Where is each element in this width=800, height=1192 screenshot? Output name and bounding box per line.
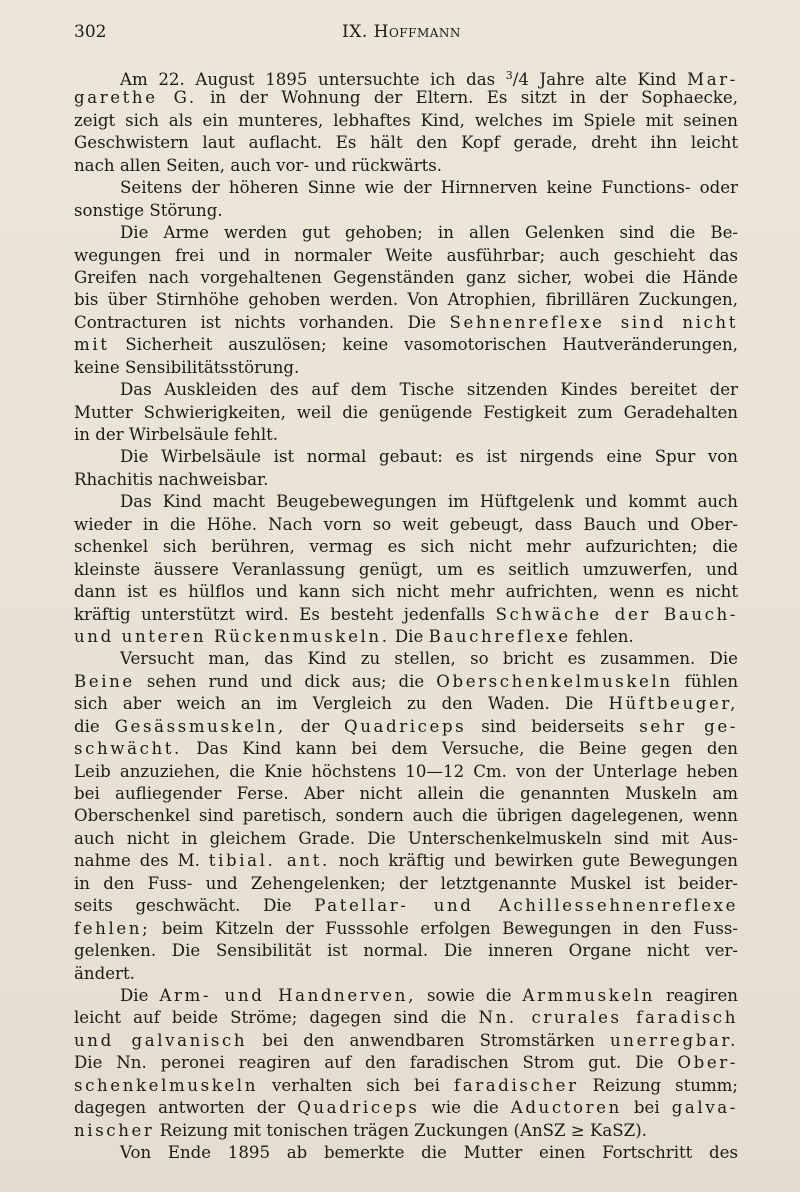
text-run: verhalten sich bei bbox=[258, 1075, 454, 1095]
spaced-emphasis: Patellar- und Achillessehnenreflexe bbox=[314, 896, 739, 916]
text-run: Sicherheit auszulösen; keine vasomotorischen Hautveränderungen, bbox=[109, 335, 738, 355]
running-head bbox=[342, 22, 461, 42]
spaced-emphasis: fehlen; bbox=[74, 918, 151, 938]
text-run: kräftig unterstützt wird. Es besteht jedenfalls bbox=[74, 604, 496, 624]
text-run: gelenken. Die Sensibilität ist normal. Die inneren Organe nicht ver- bbox=[74, 941, 738, 961]
text-line bbox=[74, 716, 738, 738]
text-line bbox=[74, 1030, 738, 1052]
text-line bbox=[74, 446, 738, 468]
text-line bbox=[74, 312, 738, 334]
text-line bbox=[74, 267, 738, 289]
text-line bbox=[74, 491, 738, 513]
page-number: 302 bbox=[74, 22, 107, 42]
text-line bbox=[74, 850, 738, 872]
text-run: wieder in die Höhe. Nach vorn so weit gebeugt, dass Bauch und Ober- bbox=[74, 514, 738, 534]
paragraph bbox=[74, 648, 738, 985]
spaced-emphasis: mit bbox=[74, 335, 110, 355]
text-run: Geschwistern laut auflacht. Es hält den Kopf gerade, dreht ihn leicht bbox=[74, 133, 738, 153]
text-run: Die Arme werden gut gehoben; in allen Gelenken sind die Be- bbox=[120, 223, 738, 243]
text-line bbox=[74, 963, 738, 985]
text-line bbox=[74, 1007, 738, 1029]
text-run: bei bbox=[621, 1098, 672, 1118]
text-line bbox=[74, 65, 738, 87]
text-line bbox=[74, 604, 738, 626]
text-line bbox=[74, 581, 738, 603]
spaced-emphasis: galva- bbox=[671, 1098, 738, 1118]
text-run: beim Kitzeln der Fusssohle erfolgen Bewegungen in den Fuss- bbox=[150, 918, 738, 938]
spaced-emphasis: Armmuskeln bbox=[522, 985, 655, 1005]
text-line bbox=[74, 87, 738, 109]
text-run: in der Wohnung der Eltern. Es sitzt in der Sophaecke, bbox=[196, 88, 738, 108]
spaced-emphasis: garethe G. bbox=[74, 88, 197, 108]
text-line bbox=[74, 671, 738, 693]
spaced-emphasis: Aductoren bbox=[510, 1098, 622, 1118]
spaced-emphasis: Ober- bbox=[677, 1053, 738, 1073]
spaced-emphasis: Sehnenreflexe sind nicht bbox=[449, 312, 738, 332]
text-line bbox=[74, 334, 738, 356]
text-line bbox=[74, 379, 738, 401]
text-run: seits geschwächt. Die bbox=[74, 896, 315, 916]
text-run: ändert. bbox=[74, 963, 135, 983]
spaced-emphasis: und galvanisch bbox=[74, 1030, 248, 1050]
text-line bbox=[74, 1075, 738, 1097]
text-run: auch nicht in gleichem Grade. Die Unterschenkelmuskeln sind mit Aus- bbox=[74, 828, 738, 848]
text-run: Die Nn. peronei reagiren auf den faradischen Strom gut. Die bbox=[74, 1053, 678, 1073]
text-line bbox=[74, 1142, 738, 1164]
text-line bbox=[74, 424, 738, 446]
text-line bbox=[74, 648, 738, 670]
text-line bbox=[74, 536, 738, 558]
spaced-emphasis: Nn. crurales faradisch bbox=[478, 1008, 738, 1028]
text-run: fehlen. bbox=[570, 626, 634, 646]
text-run: dann ist es hülflos und kann sich nicht mehr aufrichten, wenn es nicht bbox=[74, 582, 738, 602]
text-run: kleinste äussere Veranlassung genügt, um es seitlich umzuwerfen, und bbox=[74, 559, 738, 579]
text-line bbox=[74, 1120, 738, 1142]
fraction-numerator: 3 bbox=[505, 69, 513, 82]
text-line bbox=[74, 155, 738, 177]
text-run: Contracturen ist nichts vorhanden. Die bbox=[74, 312, 450, 332]
text-line bbox=[74, 805, 738, 827]
text-run: fühlen bbox=[672, 671, 739, 691]
text-run: Das Kind macht Beugebewegungen im Hüftgelenk und kommt auch bbox=[120, 492, 738, 512]
text-run: bei aufliegender Ferse. Aber nicht allein die genannten Muskeln am bbox=[74, 784, 738, 803]
text-line bbox=[74, 693, 738, 715]
text-run: sind beiderseits bbox=[466, 716, 640, 736]
spaced-emphasis: schwächt. bbox=[74, 739, 182, 759]
text-line bbox=[74, 402, 738, 424]
paragraph bbox=[74, 491, 738, 648]
paragraph bbox=[74, 985, 738, 1142]
text-line bbox=[74, 985, 738, 1007]
body-text bbox=[74, 65, 738, 1164]
text-run: Reizung stumm; bbox=[578, 1075, 739, 1095]
spaced-emphasis: Oberschenkelmuskeln bbox=[436, 671, 673, 691]
text-run: /4 Jahre alte Kind bbox=[512, 70, 688, 89]
text-run: reagiren bbox=[654, 985, 738, 1005]
spaced-emphasis: tibial. ant. bbox=[208, 851, 330, 871]
text-line bbox=[74, 222, 738, 244]
text-line bbox=[74, 738, 738, 760]
text-run: Reizung mit tonischen trägen Zuckungen (AnSZ ≥ KaSZ). bbox=[154, 1120, 647, 1140]
text-run: dagegen antworten der bbox=[74, 1098, 298, 1118]
spaced-emphasis: Gesässmuskeln, bbox=[114, 716, 286, 736]
text-line bbox=[74, 132, 738, 154]
spaced-emphasis: Arm- und Handnerven, bbox=[159, 985, 416, 1005]
text-line bbox=[74, 357, 738, 379]
running-head-author: Hoffmann bbox=[373, 22, 461, 42]
spaced-emphasis: unerregbar. bbox=[610, 1030, 738, 1050]
text-line bbox=[74, 245, 738, 267]
text-line bbox=[74, 200, 738, 222]
paragraph bbox=[74, 446, 738, 491]
spaced-emphasis: Quadriceps bbox=[343, 716, 467, 736]
text-line bbox=[74, 469, 738, 491]
text-run: sonstige Störung. bbox=[74, 200, 223, 220]
text-run: Leib anzuziehen, die Knie höchstens 10—12 Cm. von der Unterlage heben bbox=[74, 761, 738, 781]
text-line bbox=[74, 110, 738, 132]
text-run: schenkel sich berühren, vermag es sich nicht mehr aufzurichten; die bbox=[74, 537, 738, 557]
spaced-emphasis: Quadriceps bbox=[297, 1098, 420, 1118]
text-run: wie die bbox=[419, 1098, 511, 1118]
text-run: Das Auskleiden des auf dem Tische sitzenden Kindes bereitet der bbox=[120, 380, 738, 400]
text-run: der bbox=[285, 716, 344, 736]
text-run: sowie die bbox=[415, 985, 523, 1005]
running-head-roman: IX. bbox=[342, 22, 368, 42]
text-run: Seitens der höheren Sinne wie der Hirnnerven keine Functions- oder bbox=[120, 178, 738, 198]
text-run: keine Sensibilitätsstörung. bbox=[74, 357, 300, 377]
text-run: leicht auf beide Ströme; dagegen sind die bbox=[74, 1008, 479, 1028]
page-header bbox=[74, 22, 734, 48]
text-line bbox=[74, 761, 738, 783]
text-line bbox=[74, 559, 738, 581]
text-run: Am 22. August 1895 untersuchte ich das bbox=[120, 70, 506, 89]
spaced-emphasis: Bauchreflexe bbox=[428, 626, 571, 646]
text-run: Oberschenkel sind paretisch, sondern auch die übrigen dagelegenen, wenn bbox=[74, 806, 738, 826]
text-run: sich aber weich an im Vergleich zu den Waden. Die bbox=[74, 694, 609, 714]
spaced-emphasis: faradischer bbox=[453, 1075, 579, 1095]
paragraph bbox=[74, 1142, 738, 1164]
text-line bbox=[74, 918, 738, 940]
text-run: Greifen nach vorgehaltenen Gegenständen ganz sicher, wobei die Hände bbox=[74, 267, 738, 287]
text-run: die bbox=[74, 716, 115, 736]
paragraph bbox=[74, 65, 738, 177]
paragraph bbox=[74, 222, 738, 379]
text-run: nahme des M. bbox=[74, 851, 209, 871]
spaced-emphasis: schenkelmuskeln bbox=[74, 1075, 258, 1095]
text-run: nach allen Seiten, auch vor- und rückwärts. bbox=[74, 155, 443, 175]
spaced-emphasis: Mar- bbox=[687, 70, 738, 89]
text-run: Die bbox=[120, 985, 160, 1005]
spaced-emphasis: Hüftbeuger, bbox=[608, 694, 738, 714]
text-run: bei den anwendbaren Stromstärken bbox=[247, 1030, 610, 1050]
text-run: in der Wirbelsäule fehlt. bbox=[74, 425, 279, 444]
text-run: zeigt sich als ein munteres, lebhaftes Kind, welches im Spiele mit seinen bbox=[74, 110, 738, 130]
text-run: wegungen frei und in normaler Weite ausführbar; auch geschieht das bbox=[74, 245, 738, 265]
spaced-emphasis: Schwäche der Bauch- bbox=[495, 604, 738, 624]
text-line bbox=[74, 177, 738, 199]
text-run: Von Ende 1895 ab bemerkte die Mutter einen Fortschritt des bbox=[120, 1143, 738, 1162]
text-run: Das Kind kann bei dem Versuche, die Beine gegen den bbox=[181, 739, 738, 759]
text-line bbox=[74, 783, 738, 805]
text-line bbox=[74, 514, 738, 536]
text-run: sehen rund und dick aus; die bbox=[134, 671, 437, 691]
text-line bbox=[74, 828, 738, 850]
text-run: bis über Stirnhöhe gehoben werden. Von Atrophien, fibrillären Zuckungen, bbox=[74, 290, 738, 310]
text-run: in den Fuss- und Zehengelenken; der letztgenannte Muskel ist beider- bbox=[74, 873, 738, 893]
text-line bbox=[74, 626, 738, 648]
text-line bbox=[74, 289, 738, 311]
text-line bbox=[74, 940, 738, 962]
text-line bbox=[74, 1097, 738, 1119]
spaced-emphasis: Beine bbox=[74, 671, 135, 691]
text-run: noch kräftig und bewirken gute Bewegungen bbox=[329, 851, 738, 871]
text-run: Die Wirbelsäule ist normal gebaut: es ist nirgends eine Spur von bbox=[120, 447, 738, 467]
spaced-emphasis: nischer bbox=[74, 1120, 155, 1140]
text-line bbox=[74, 1052, 738, 1074]
text-run: Die bbox=[389, 626, 429, 646]
spaced-emphasis: sehr ge- bbox=[639, 716, 738, 736]
text-line bbox=[74, 895, 738, 917]
paragraph bbox=[74, 177, 738, 222]
text-run: Versucht man, das Kind zu stellen, so bricht es zusammen. Die bbox=[120, 649, 738, 669]
spaced-emphasis: und unteren Rückenmuskeln. bbox=[74, 626, 390, 646]
text-run: Mutter Schwierigkeiten, weil die genügende Festigkeit zum Geradehalten bbox=[74, 402, 738, 422]
text-run: Rhachitis nachweisbar. bbox=[74, 469, 269, 489]
paragraph bbox=[74, 379, 738, 446]
text-line bbox=[74, 873, 738, 895]
